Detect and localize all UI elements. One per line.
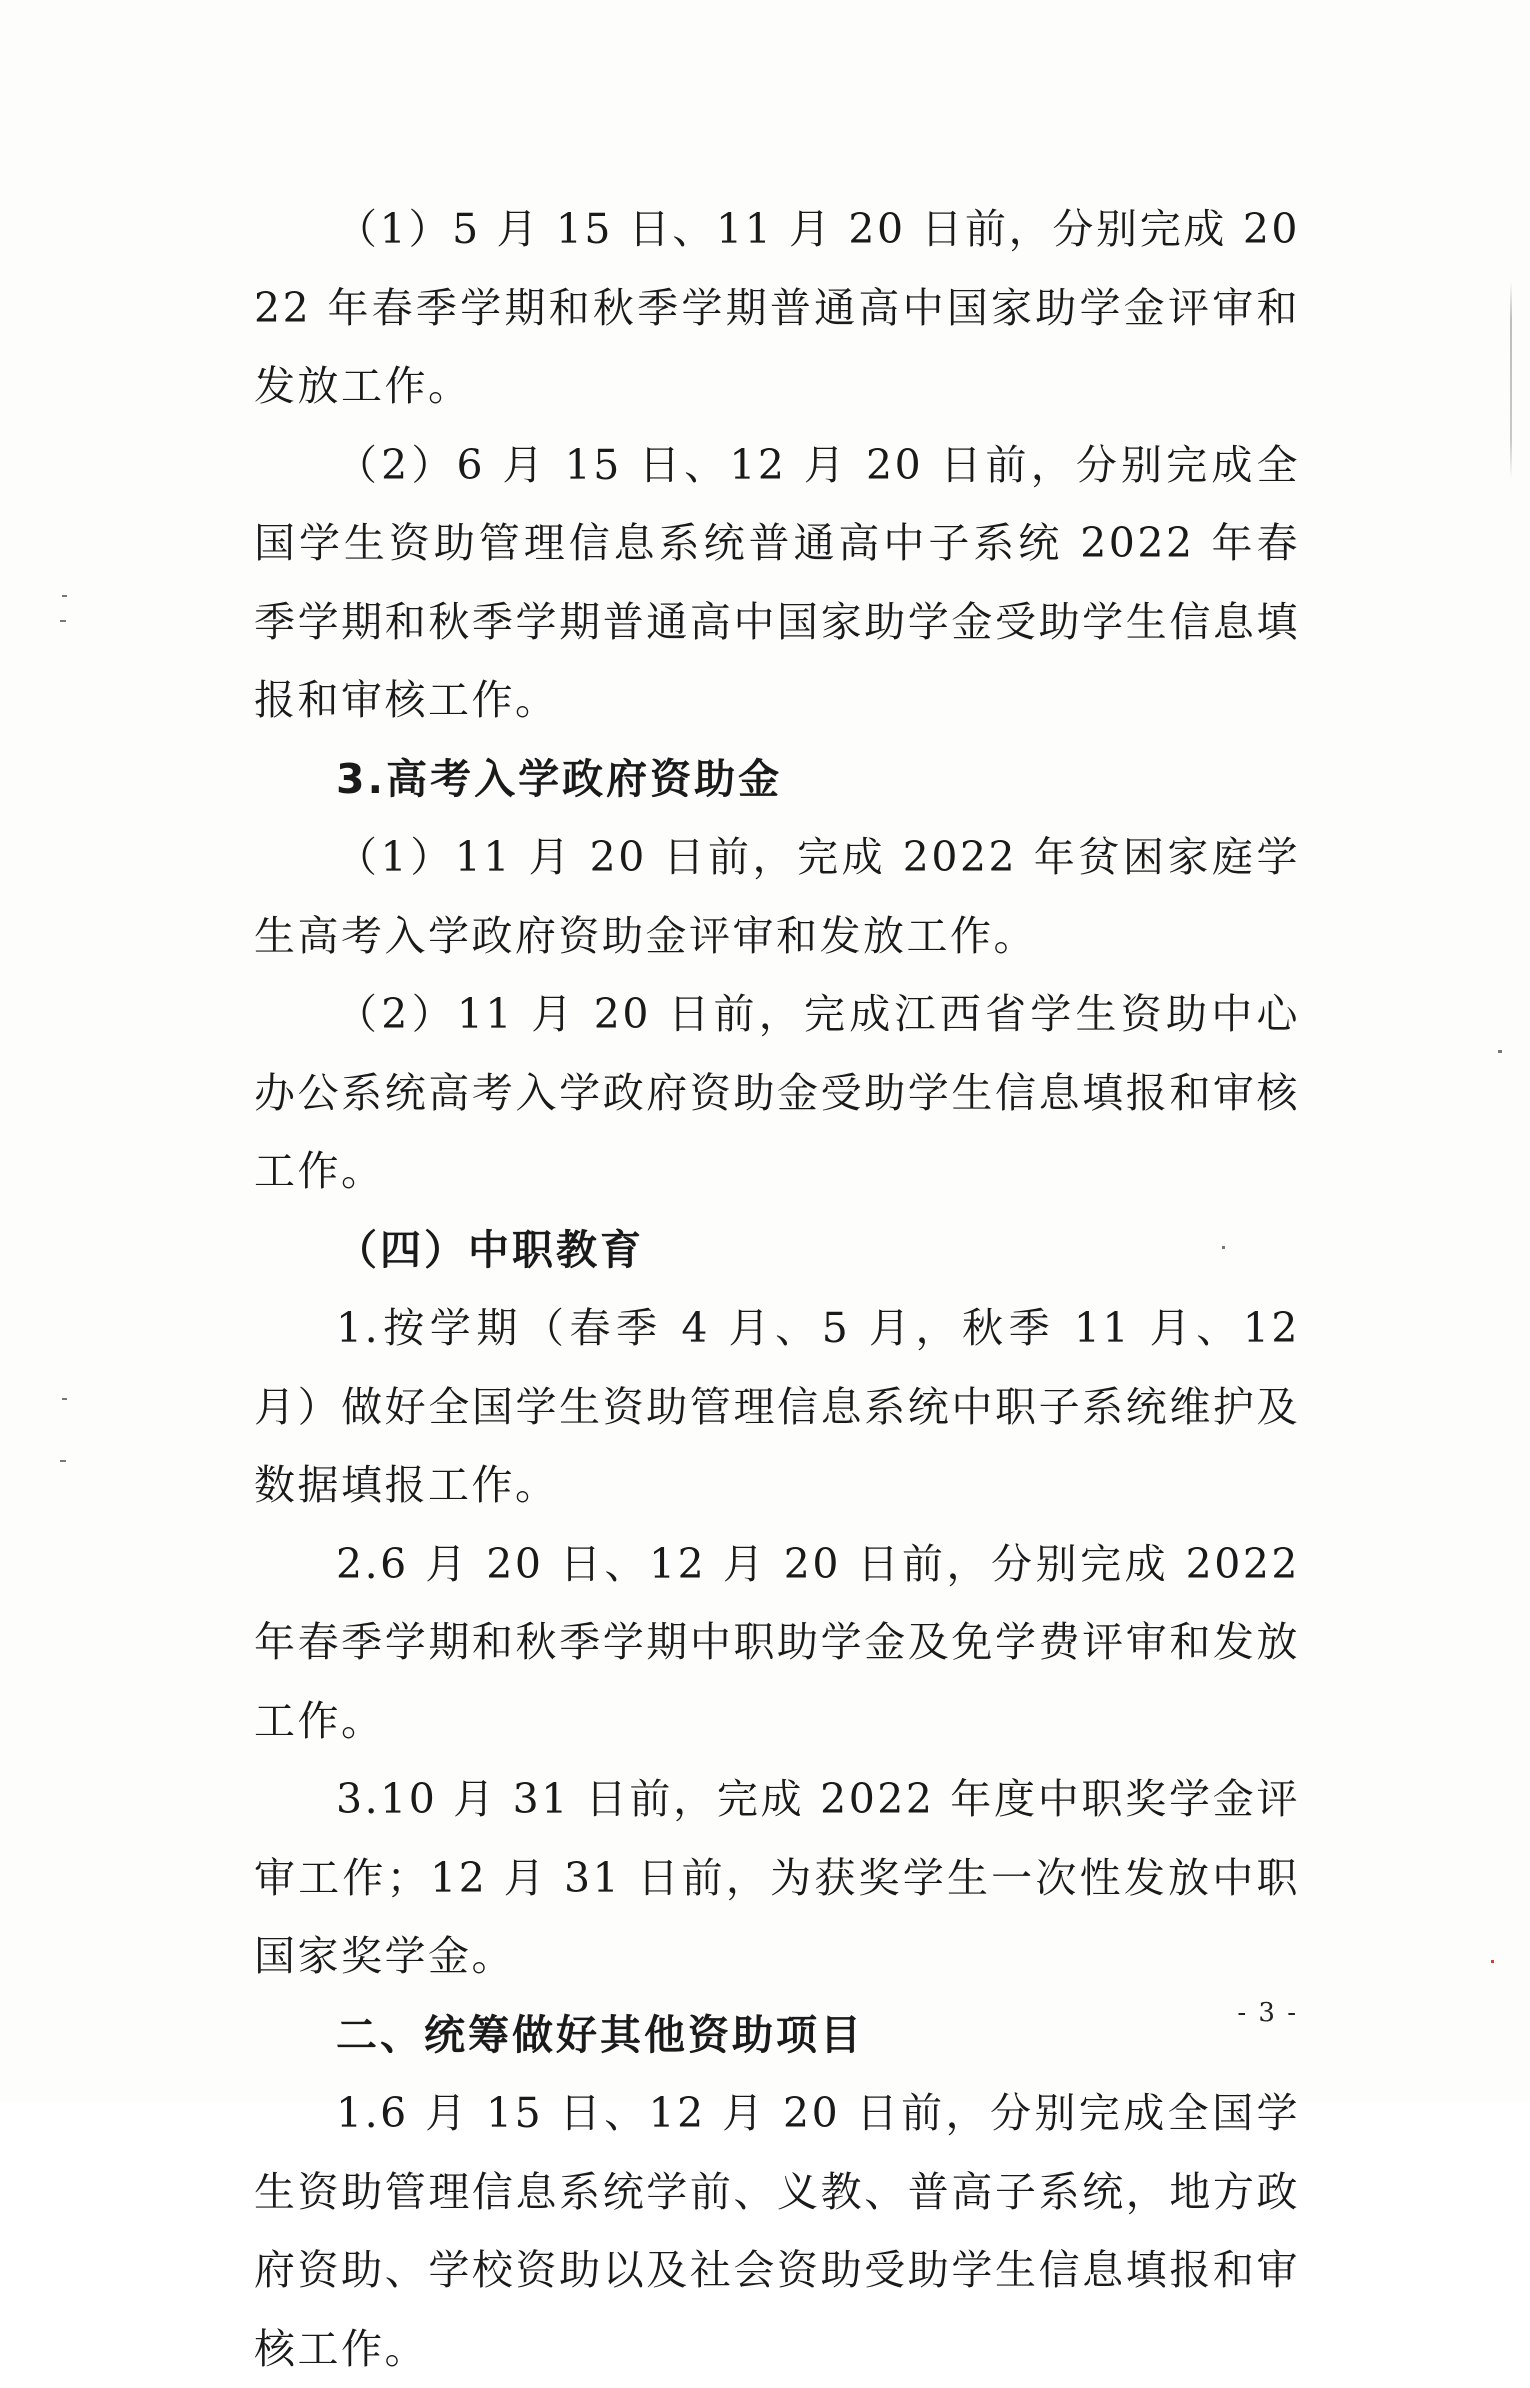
scan-speck	[60, 1460, 66, 1462]
scan-speck	[60, 620, 66, 622]
scan-speck	[62, 1398, 67, 1400]
scan-speck	[1222, 1246, 1225, 1249]
page-number: - 3 -	[1237, 1998, 1298, 2028]
paragraph-4: （2）11 月 20 日前，完成江西省学生资助中心办公系统高考入学政府资助金受助学生信息填报和审核工作。	[254, 990, 1300, 1195]
paragraph-1: （1）5 月 15 日、11 月 20 日前，分别完成 2022 年春季学期和秋季学期普通高中国家助学金评审和发放工作。	[254, 205, 1300, 410]
document-body	[254, 190, 1300, 2388]
section-heading-gaokao-grant: 3.高考入学政府资助金	[336, 754, 783, 803]
section-heading-vocational-education: （四）中职教育	[336, 1225, 644, 1274]
section-heading-other-aid-projects: 二、统筹做好其他资助项目	[336, 2010, 864, 2059]
scan-edge-line	[1510, 280, 1512, 480]
scan-speck	[1498, 1050, 1502, 1053]
paragraph-8: 1.6 月 15 日、12 月 20 日前，分别完成全国学生资助管理信息系统学前、义教、普高子系统，地方政府资助、学校资助以及社会资助受助学生信息填报和审核工作。	[254, 2089, 1300, 2373]
scan-speck	[62, 595, 67, 597]
paragraph-7: 3.10 月 31 日前，完成 2022 年度中职奖学金评审工作；12 月 31 日前，为获奖学生一次性发放中职国家奖学金。	[254, 1775, 1300, 1980]
paragraph-2: （2）6 月 15 日、12 月 20 日前，分别完成全国学生资助管理信息系统普通高中子系统 2022 年春季学期和秋季学期普通高中国家助学金受助学生信息填报和审核工作。	[254, 440, 1300, 724]
paragraph-3: （1）11 月 20 日前，完成 2022 年贫困家庭学生高考入学政府资助金评审和发放工作。	[254, 833, 1300, 960]
paragraph-6: 2.6 月 20 日、12 月 20 日前，分别完成 2022 年春季学期和秋季学期中职助学金及免学费评审和发放工作。	[254, 1539, 1300, 1745]
paragraph-5: 1.按学期（春季 4 月、5 月，秋季 11 月、12 月）做好全国学生资助管理信息系统中职子系统维护及数据填报工作。	[254, 1304, 1300, 1509]
scan-speck	[1491, 1960, 1494, 1963]
